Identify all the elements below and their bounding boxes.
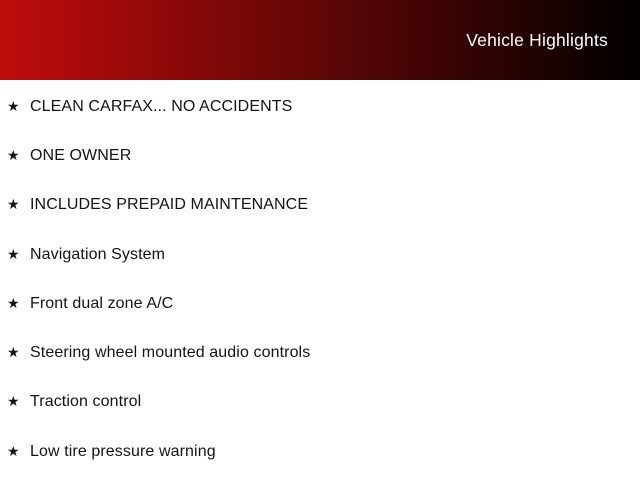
list-item [7, 378, 640, 427]
list-item [7, 279, 640, 328]
list-item [7, 181, 640, 230]
list-item-label: Navigation System [30, 245, 166, 263]
star-icon: ★ [7, 442, 20, 459]
list-item [7, 328, 640, 377]
star-icon: ★ [7, 196, 20, 213]
list-item-label: Low tire pressure warning [30, 442, 216, 460]
list-item-label: INCLUDES PREPAID MAINTENANCE [30, 196, 309, 214]
star-icon: ★ [7, 146, 20, 163]
star-icon: ★ [7, 344, 20, 361]
list-item [7, 82, 640, 131]
list-item [7, 131, 640, 180]
star-icon: ★ [7, 245, 20, 262]
list-item-label: Front dual zone A/C [30, 294, 174, 312]
page-title: Vehicle Highlights [466, 29, 608, 50]
header-band [0, 0, 640, 80]
star-icon: ★ [7, 97, 20, 114]
list-item-label: Traction control [30, 393, 142, 411]
star-icon: ★ [7, 294, 20, 311]
list-item [7, 427, 640, 476]
list-item-label: CLEAN CARFAX... NO ACCIDENTS [30, 97, 293, 115]
star-icon: ★ [7, 393, 20, 410]
highlights-list [0, 82, 640, 476]
list-item-label: Steering wheel mounted audio controls [30, 344, 311, 362]
list-item [7, 230, 640, 279]
list-item-label: ONE OWNER [30, 146, 132, 164]
